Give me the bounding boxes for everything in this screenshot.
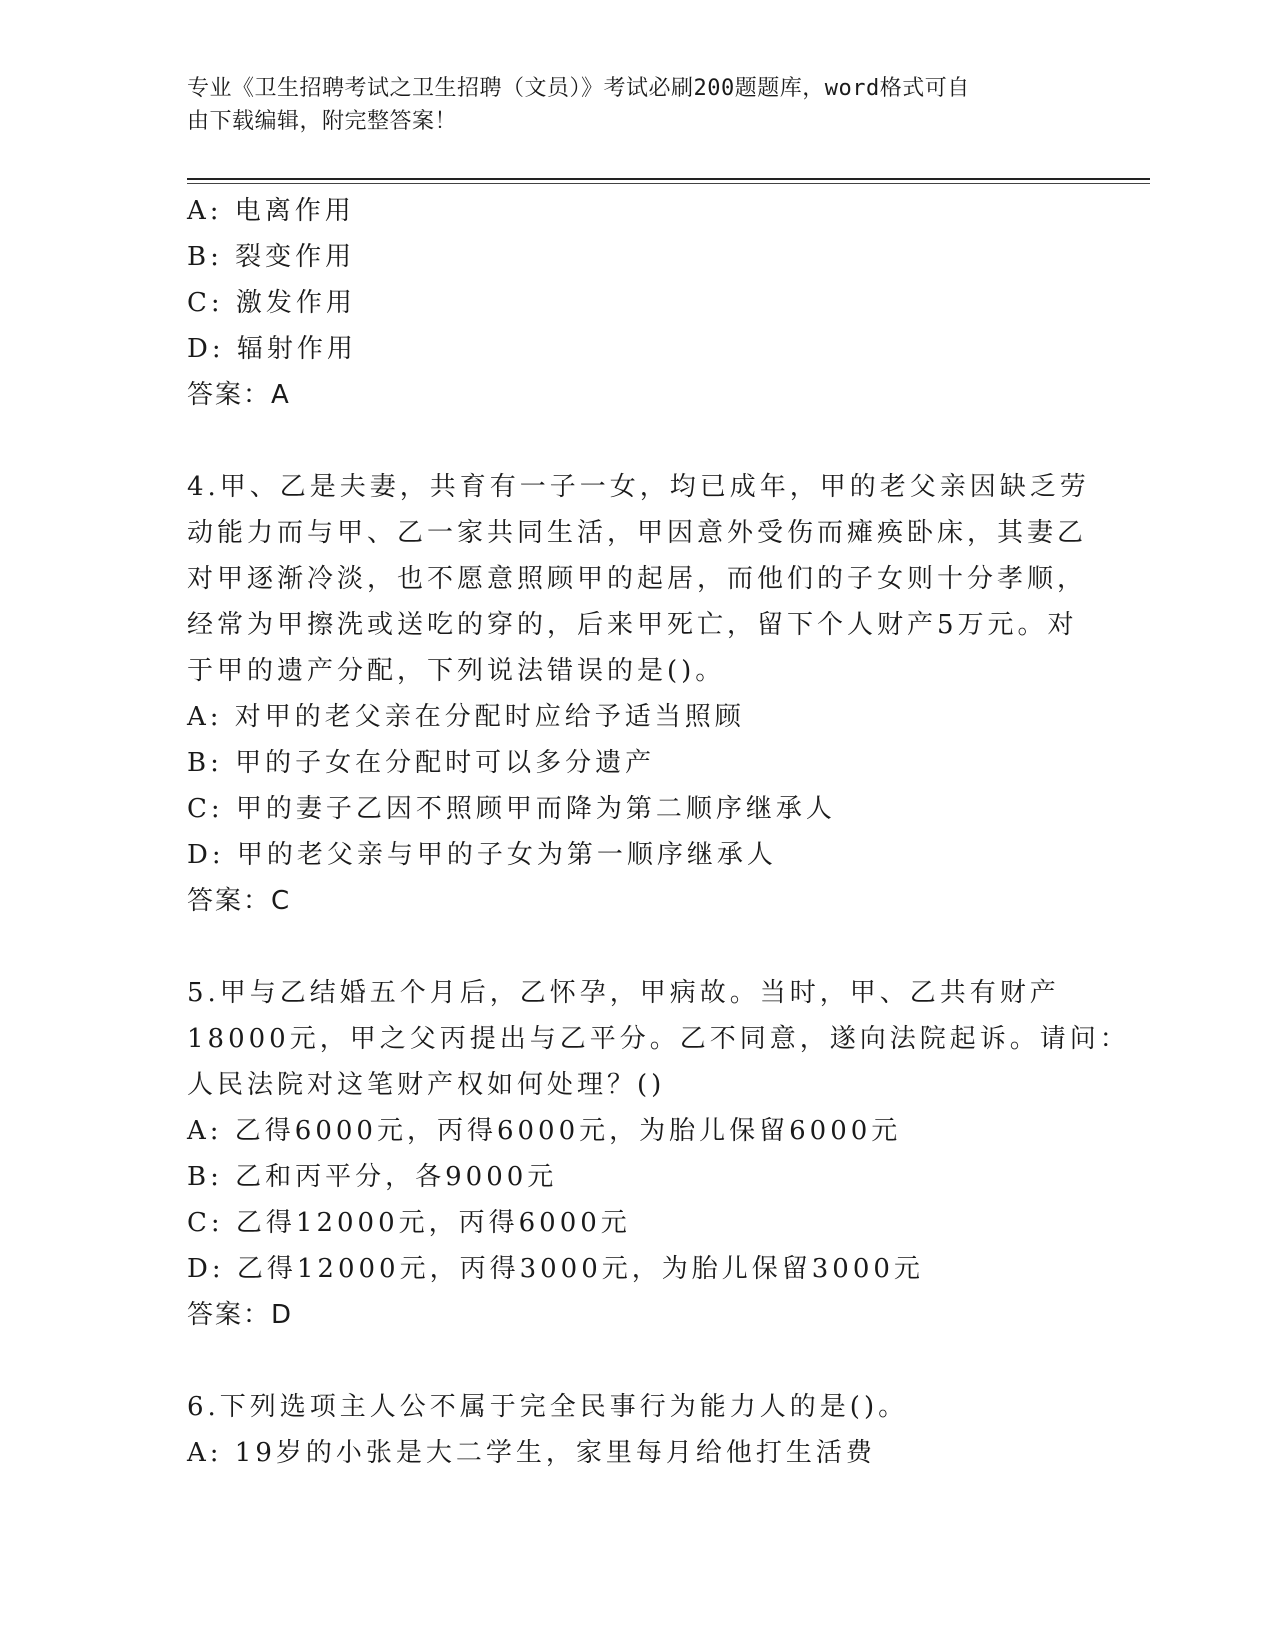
spacer xyxy=(187,1338,1087,1384)
question-stem-line: 4.甲、乙是夫妻，共育有一子一女，均已成年，甲的老父亲因缺乏劳 xyxy=(187,472,1090,502)
header-divider-thick xyxy=(187,178,1150,180)
option-d: D: 辐射作用 xyxy=(187,334,357,364)
option-a: A: 乙得6000元，丙得6000元，为胎儿保留6000元 xyxy=(187,1116,902,1146)
option-a: A: 19岁的小张是大二学生，家里每月给他打生活费 xyxy=(187,1438,876,1468)
question-5 xyxy=(187,970,1130,1338)
question-stem-line: 6.下列选项主人公不属于完全民事行为能力人的是()。 xyxy=(187,1392,909,1422)
question-stem-line: 对甲逐渐冷淡，也不愿意照顾甲的起居，而他们的子女则十分孝顺， xyxy=(187,564,1088,594)
question-stem-line: 人民法院对这笔财产权如何处理？() xyxy=(187,1070,666,1100)
spacer xyxy=(187,418,1087,464)
question-stem-line: 经常为甲擦洗或送吃的穿的，后来甲死亡，留下个人财产5万元。对 xyxy=(187,610,1078,640)
question-3 xyxy=(187,188,1087,418)
question-list xyxy=(187,188,1130,1476)
question-stem-line: 于甲的遗产分配，下列说法错误的是()。 xyxy=(187,656,726,686)
question-6 xyxy=(187,1384,1087,1476)
header-line-2: 由下载编辑，附完整答案！ xyxy=(187,109,458,134)
option-d: D: 甲的老父亲与甲的子女为第一顺序继承人 xyxy=(187,840,777,870)
option-b: B: 裂变作用 xyxy=(187,242,356,272)
option-a: A: 对甲的老父亲在分配时应给予适当照顾 xyxy=(187,702,745,732)
option-c: C: 乙得12000元，丙得6000元 xyxy=(187,1208,631,1238)
question-stem-line: 18000元，甲之父丙提出与乙平分。乙不同意，遂向法院起诉。请问： xyxy=(187,1024,1130,1054)
question-stem-line: 5.甲与乙结婚五个月后，乙怀孕，甲病故。当时，甲、乙共有财产 xyxy=(187,978,1060,1008)
option-c: C: 甲的妻子乙因不照顾甲而降为第二顺序继承人 xyxy=(187,794,836,824)
answer-line: 答案：C xyxy=(187,886,292,916)
answer-line: 答案：A xyxy=(187,380,291,410)
option-b: B: 甲的子女在分配时可以多分遗产 xyxy=(187,748,656,778)
header-divider-thin xyxy=(187,183,1150,184)
spacer xyxy=(187,924,1087,970)
header-line-1: 专业《卫生招聘考试之卫生招聘（文员）》考试必刷200题题库，word格式可自 xyxy=(187,76,970,101)
document-header xyxy=(187,72,1067,138)
option-c: C: 激发作用 xyxy=(187,288,356,318)
answer-line: 答案：D xyxy=(187,1300,294,1330)
question-4 xyxy=(187,464,1090,924)
option-a: A: 电离作用 xyxy=(187,196,355,226)
question-stem-line: 动能力而与甲、乙一家共同生活，甲因意外受伤而瘫痪卧床，其妻乙 xyxy=(187,518,1088,548)
option-b: B: 乙和丙平分，各9000元 xyxy=(187,1162,558,1192)
option-d: D: 乙得12000元，丙得3000元，为胎儿保留3000元 xyxy=(187,1254,924,1284)
